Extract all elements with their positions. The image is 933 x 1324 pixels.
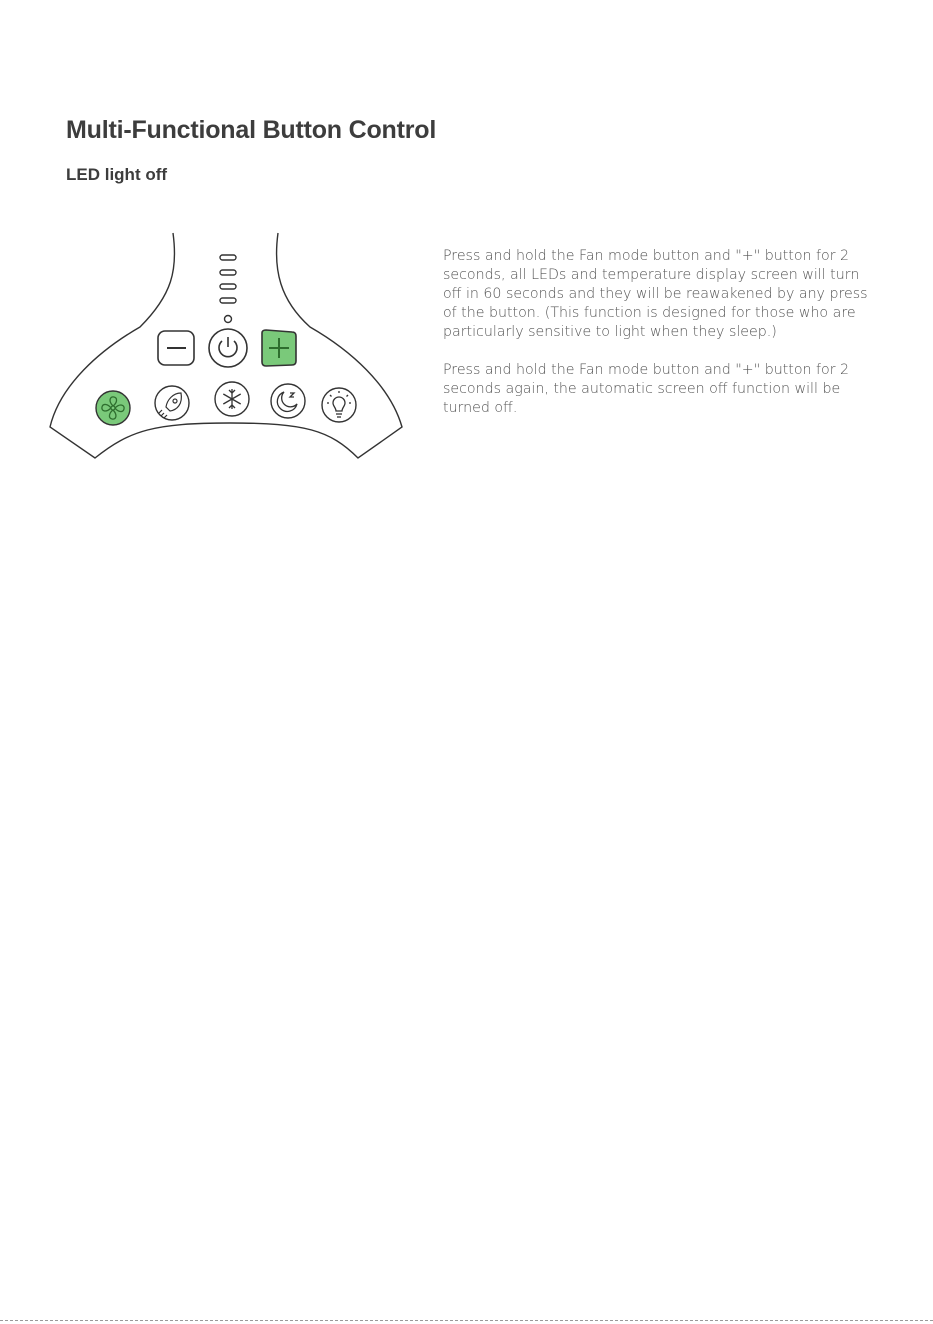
description-text	[443, 247, 878, 437]
led-indicator	[220, 255, 236, 260]
page-footer-divider	[0, 1320, 933, 1322]
led-indicator	[220, 298, 236, 303]
section-subtitle: LED light off	[66, 165, 168, 184]
plus-button	[262, 330, 296, 366]
description-paragraph: Press and hold the Fan mode button and "+" button for 2 seconds again, the automatic screen off function will be turned off.	[443, 362, 850, 416]
fan-mode-button	[96, 391, 130, 425]
power-button	[209, 329, 247, 367]
temperature-dot	[225, 316, 232, 323]
cooling-button	[215, 382, 249, 416]
led-indicator	[220, 284, 236, 289]
turbo-button	[155, 386, 189, 420]
light-button	[322, 388, 356, 422]
minus-button	[158, 331, 194, 365]
sleep-button	[271, 384, 305, 418]
control-panel-illustration	[40, 225, 420, 470]
page-title: Multi-Functional Button Control	[66, 116, 437, 144]
led-indicator	[220, 270, 236, 275]
led-indicators	[220, 255, 236, 323]
description-paragraph: Press and hold the Fan mode button and "+" button for 2 seconds, all LEDs and temperature display screen will turn off in 60 seconds and they will be reawakened by any press of the button. (This function is designed for those who are particularly sensitive to light when they sleep.)	[443, 248, 868, 340]
